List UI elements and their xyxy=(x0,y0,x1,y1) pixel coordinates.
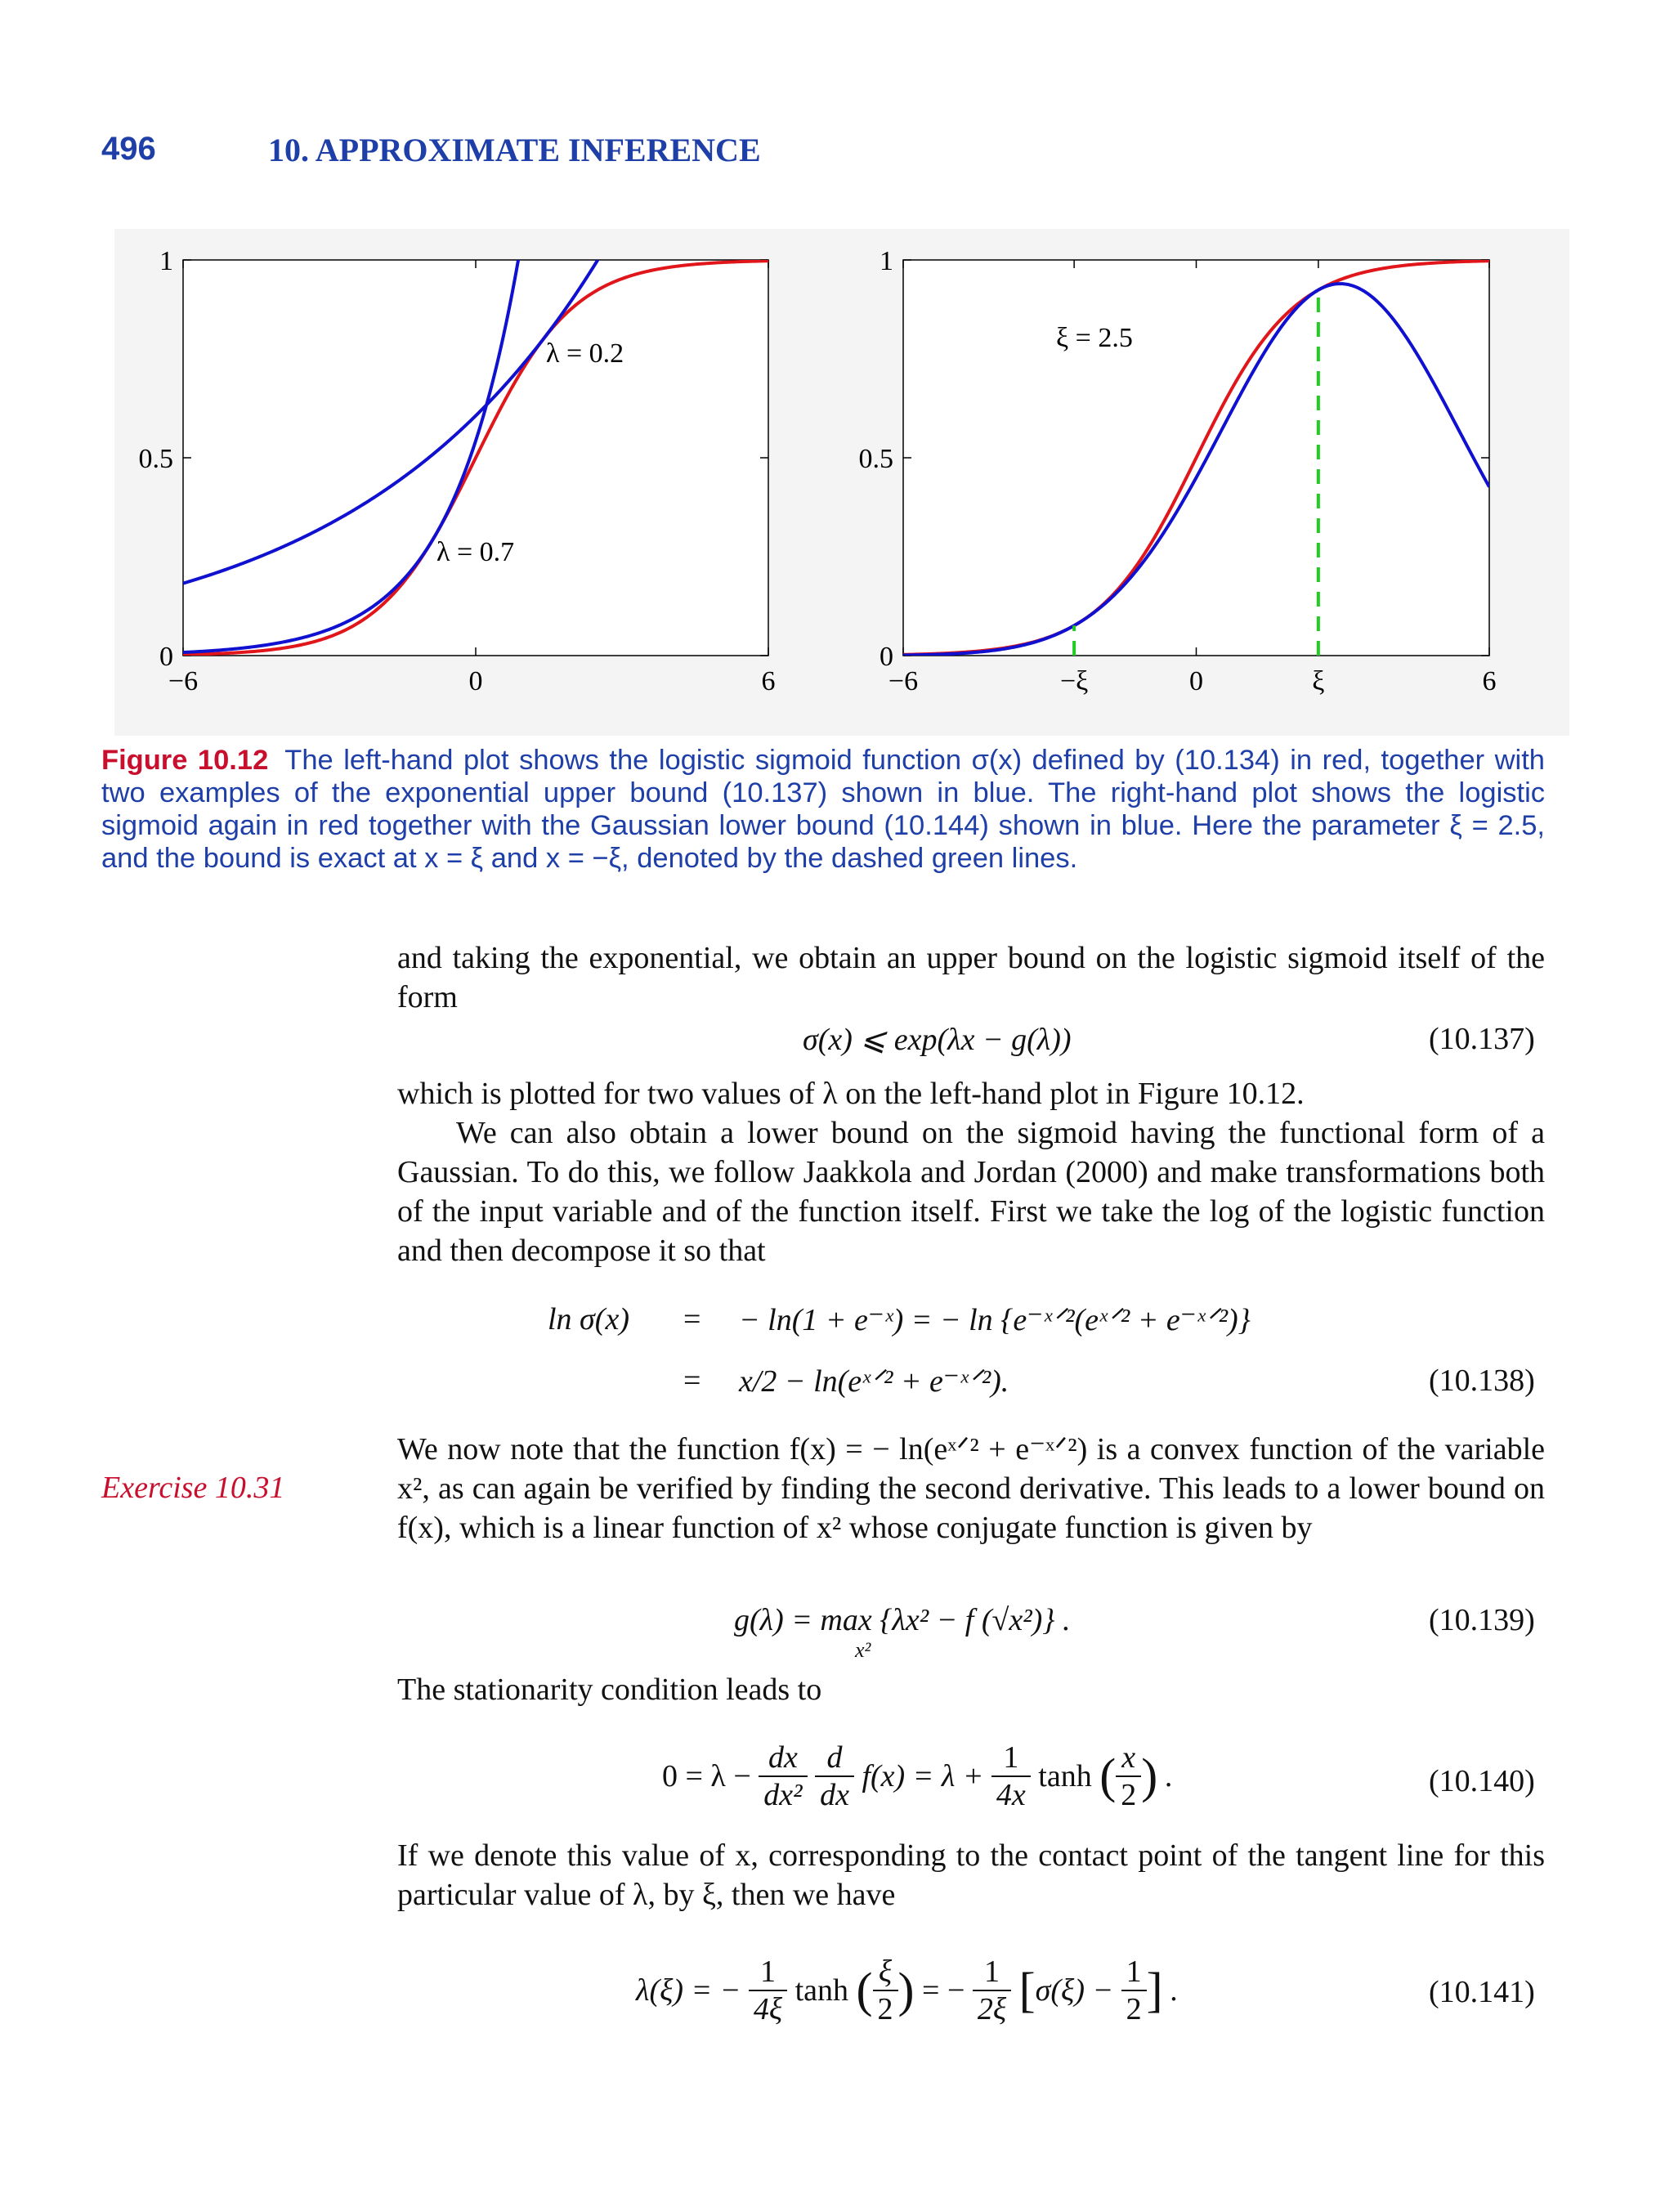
eq141-part-b: tanh xyxy=(794,1973,849,2008)
equation-10-137: σ(x) ⩽ exp(λx − g(λ)) xyxy=(803,1023,1072,1057)
figure-svg xyxy=(0,0,1674,736)
eq141-part-c: = − xyxy=(922,1973,965,2008)
eq140-frac-2-num: d xyxy=(815,1740,854,1777)
equation-10-141 xyxy=(636,1954,1179,2027)
equation-10-139-subscript: x² xyxy=(855,1638,871,1662)
equation-number-10-140: (10.140) xyxy=(1429,1764,1535,1798)
left-x-tick-label: 6 xyxy=(761,666,776,696)
eq141-part-d: σ(ξ) − xyxy=(1035,1973,1114,2008)
eq140-paren-close: ) xyxy=(1141,1749,1158,1803)
right-y-tick-label: 0.5 xyxy=(858,444,893,474)
equation-number-10-138: (10.138) xyxy=(1429,1363,1535,1398)
right-x-tick-label: −ξ xyxy=(1059,666,1089,696)
right-x-tick-label: 6 xyxy=(1482,666,1497,696)
right-x-tick-label: 0 xyxy=(1189,666,1203,696)
left-y-tick-label: 0 xyxy=(159,642,173,672)
equation-10-140 xyxy=(662,1740,1173,1813)
eq140-frac-3-num: 1 xyxy=(991,1740,1031,1777)
equation-10-138-equals-2: = xyxy=(683,1363,701,1398)
eq141-frac-3-num: 1 xyxy=(973,1954,1011,1991)
eq141-frac-1-num: 1 xyxy=(749,1954,787,1991)
right-x-tick-label: −6 xyxy=(888,666,919,696)
running-head: 10. APPROXIMATE INFERENCE xyxy=(268,132,761,168)
left-y-tick-label: 0.5 xyxy=(138,444,173,474)
eq140-paren-open: ( xyxy=(1099,1749,1117,1803)
eq140-frac-1-num: dx xyxy=(759,1740,807,1777)
paragraph-1: and taking the exponential, we obtain an upper bound on the logistic sigmoid itself of the form xyxy=(397,941,1545,1014)
left-x-tick-label: 0 xyxy=(468,666,483,696)
equation-number-10-139: (10.139) xyxy=(1429,1603,1535,1637)
equation-10-138-line-2: x/2 − ln(eˣᐟ² + e⁻ˣᐟ²). xyxy=(739,1364,1009,1399)
caption-label: Figure 10.12 xyxy=(101,745,269,776)
eq141-frac-4-den: 2 xyxy=(1126,1992,1142,2026)
eq141-frac-2-num: ξ xyxy=(873,1954,898,1991)
equation-number-10-141: (10.141) xyxy=(1429,1975,1535,2009)
eq140-part-b: f(x) = λ + xyxy=(862,1759,984,1793)
left-annotation-lambda-07: λ = 0.7 xyxy=(436,537,515,567)
paragraph-3: We can also obtain a lower bound on the sigmoid having the functional form of a Gaussian. To do this, we follow Jaakkola and Jordan (2000) and make transformations both of the input variable and of the function itself. First we take the log of the logistic function and then decompose it so that xyxy=(397,1116,1545,1268)
page-number: 496 xyxy=(101,131,156,167)
caption-text: The left-hand plot shows the logistic sigmoid function σ(x) defined by (10.134) in red, together with two examples of the exponential upper bound (10.137) shown in blue. The right-hand plot shows the logistic sigmoid again in red together with the Gaussian lower bound (10.144) shown in blue. Here the parameter ξ = 2.5, and the bound is exact at x = ξ and x = −ξ, denoted by the dashed green lines. xyxy=(101,745,1545,874)
eq141-frac-2-den: 2 xyxy=(877,1992,893,2026)
figure-caption xyxy=(101,744,1545,875)
eq141-bracket-close: ] xyxy=(1146,1963,1163,2017)
eq140-frac-4 xyxy=(1116,1740,1141,1813)
eq140-frac-4-den: 2 xyxy=(1121,1778,1137,1812)
eq141-bracket-open: [ xyxy=(1018,1963,1036,2017)
eq141-part-a: λ(ξ) = − xyxy=(636,1973,741,2008)
equation-10-138-line-1: − ln(1 + e⁻ˣ) = − ln {e⁻ˣᐟ²(eˣᐟ² + e⁻ˣᐟ²)} xyxy=(739,1303,1251,1337)
eq141-frac-1-den: 4ξ xyxy=(753,1992,783,2026)
right-plot xyxy=(859,246,1497,696)
eq140-period: . xyxy=(1157,1759,1174,1793)
eq141-frac-4-num: 1 xyxy=(1121,1954,1147,1991)
left-plot xyxy=(139,0,776,696)
eq140-frac-2-den: dx xyxy=(820,1778,849,1812)
eq141-frac-2 xyxy=(873,1954,898,2027)
right-x-tick-label: ξ xyxy=(1312,666,1325,696)
eq140-frac-3-den: 4x xyxy=(996,1778,1026,1812)
eq141-frac-3 xyxy=(973,1954,1011,2027)
equation-10-138-lhs: ln σ(x) xyxy=(548,1302,629,1337)
eq140-part-a: 0 = λ − xyxy=(662,1759,751,1793)
right-annotation-xi: ξ = 2.5 xyxy=(1056,323,1133,353)
paragraph-4: We now note that the function f(x) = − ln(eˣᐟ² + e⁻ˣᐟ²) is a convex function of the variable x², as can again be verified by finding the second derivative. This leads to a lower bound on f(x), which is a linear function of x² whose conjugate function is given by xyxy=(397,1432,1545,1545)
left-annotation-lambda-02: λ = 0.2 xyxy=(546,338,624,369)
paragraph-5: The stationarity condition leads to xyxy=(397,1672,822,1707)
left-x-tick-label: −6 xyxy=(168,666,199,696)
eq140-frac-1 xyxy=(759,1740,807,1813)
eq140-frac-1-den: dx² xyxy=(763,1778,803,1812)
eq141-paren-open: ( xyxy=(856,1963,873,2017)
equation-number-10-137: (10.137) xyxy=(1429,1022,1535,1056)
equation-10-138-equals-1: = xyxy=(683,1302,701,1337)
paragraph-6: If we denote this value of x, corresponding to the contact point of the tangent line for this particular value of λ, by ξ, then we have xyxy=(397,1838,1545,1912)
right-y-tick-label: 0 xyxy=(880,642,893,672)
eq140-part-c: tanh xyxy=(1038,1759,1092,1793)
eq141-frac-1 xyxy=(749,1954,787,2027)
paragraph-2: which is plotted for two values of λ on the left-hand plot in Figure 10.12. xyxy=(397,1077,1305,1111)
eq140-frac-3 xyxy=(991,1740,1031,1813)
eq141-paren-close: ) xyxy=(897,1963,915,2017)
margin-exercise-link[interactable]: Exercise 10.31 xyxy=(101,1471,285,1505)
eq140-frac-4-num: x xyxy=(1116,1740,1141,1777)
eq140-frac-2 xyxy=(815,1740,854,1813)
equation-10-139: g(λ) = max {λx² − f (√x²)} . xyxy=(734,1603,1071,1637)
eq141-frac-4 xyxy=(1121,1954,1147,2027)
eq141-frac-3-den: 2ξ xyxy=(977,1992,1007,2026)
eq141-period: . xyxy=(1162,1973,1179,2008)
right-y-tick-label: 1 xyxy=(880,246,893,276)
left-y-tick-label: 1 xyxy=(159,246,173,276)
